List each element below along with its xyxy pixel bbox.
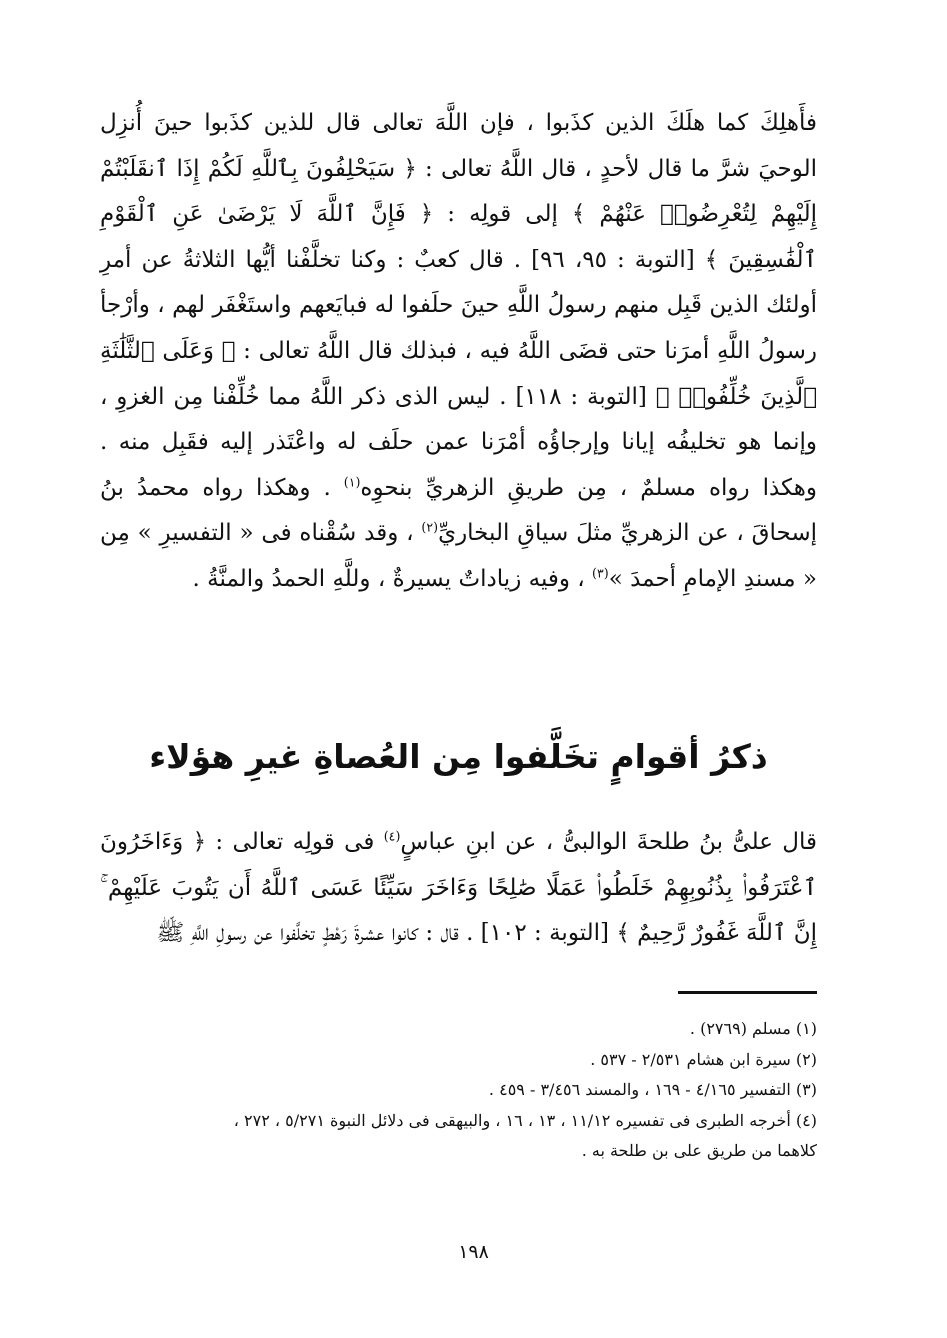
footnotes bbox=[100, 1014, 817, 1167]
main-paragraph-text-3: ، وقد سُقْناه فى « التفسيرِ » مِن « مسندِ الإمامِ أحمدَ » bbox=[100, 520, 817, 592]
main-paragraph-text-2: . وهكذا رواه محمدُ بنُ إسحاقَ ، عن الزهريِّ مثلَ سياقِ البخاريِّ bbox=[100, 474, 818, 547]
section-title: ذكرُ أقوامٍ تخَلَّفوا مِن العُصاةِ غيرِ هؤلاء bbox=[149, 737, 768, 777]
main-paragraph bbox=[100, 101, 817, 603]
footnote-reference-3: (٣) bbox=[592, 565, 609, 581]
second-paragraph-text-1: قال علىُّ بنُ طلحةَ الوالبىُّ ، عن ابنِ عباسٍ bbox=[400, 829, 818, 855]
second-paragraph bbox=[100, 820, 817, 957]
footnote-reference-1: (١) bbox=[343, 474, 361, 490]
footnote-reference-2: (٢) bbox=[421, 519, 439, 535]
footnote-4-continuation: كلاهما من طريق على بن طلحة به . bbox=[581, 1141, 817, 1160]
page-number: ١٩٨ bbox=[458, 1241, 489, 1263]
footnote-3: (٣) التفسير ٤/١٦٥ - ١٦٩ ، والمسند ٣/٤٥٦ - ٤٥٩ . bbox=[488, 1080, 817, 1099]
main-paragraph-text-4: ، وفيه زياداتٌ يسيرةٌ ، وللَّهِ الحمدُ والمنَّةُ . bbox=[192, 565, 593, 592]
second-paragraph-text-2: فى قولِه تعالى : ﴿ وَءَاخَرُونَ ٱعْتَرَفُوا۟ بِذُنُوبِهِمْ خَلَطُوا۟ عَمَلًا صَٰلِحًا وَءَاخَرَ سَيِّئًا عَسَى ٱللَّهُ أَن يَتُوبَ عَلَيْهِمْ ۚ إِنَّ ٱللَّهَ غَفُورٌ رَّحِيمٌ ﴾ [التوبة : ١٠٢] . قال : كانوا عشرةَ رَهْطٍ تخلَّفوا عن رسولِ اللَّهِ ﷺ bbox=[100, 829, 817, 947]
footnote-4: (٤) أخرجه الطبرى فى تفسيره ١١/١٢ ، ١٣ ، ١٦ ، والبيهقى فى دلائل النبوة ٥/٢٧١ ، ٢٧٢ ، bbox=[233, 1110, 817, 1130]
footnote-1: (١) مسلم (٢٧٦٩) . bbox=[689, 1019, 817, 1038]
footnote-2: (٢) سيرة ابن هشام ٢/٥٣١ - ٥٣٧ . bbox=[590, 1049, 817, 1069]
footnote-reference-4: (٤) bbox=[383, 828, 401, 844]
footnote-separator bbox=[678, 991, 817, 994]
main-paragraph-text-1: فأَهلِكَ كما هلَكَ الذين كذَبوا ، فإن اللَّهَ تعالى قال للذين كذَبوا حينَ أُنزِل الوحيَ شرَّ ما قال لأحدٍ ، قال اللَّهُ تعالى : ﴿ سَيَحْلِفُونَ بِٱللَّهِ لَكُمْ إِذَا ٱنقَلَبْتُمْ إِلَيْهِمْ لِتُعْرِضُوا۟ عَنْهُمْ ﴾ إلى قولِه : ﴿ فَإِنَّ ٱللَّهَ لَا يَرْضَىٰ عَنِ ٱلْقَوْمِ ٱلْفَٰسِقِينَ ﴾ [التوبة : ٩٥، ٩٦] . قال كعبٌ : وكنا تخلَّفْنا أيُّها الثلاثةُ عن أمرِ أولئك الذين قَبِل منهم رسولُ اللَّهِ حينَ حلَفوا له فبايَعهم واستَغْفَر لهم ، وأرْجأ رسولُ اللَّهِ أمرَنا حتى قضَى اللَّهُ فيه ، فبذلك قال اللَّهُ تعالى : ﴿ وَعَلَى ٱلثَّلَٰثَةِ ٱلَّذِينَ خُلِّفُوا۟ ﴾ [التوبة : ١١٨] . ليس الذى ذكر اللَّهُ مما خُلِّفْنا مِن الغزوِ ، وإنما هو تخليفُه إيانا وإرجاؤُه أمْرَنا عمن حلَف له واعْتَذر إليه فقَبِل منه . وهكذا رواه مسلمٌ ، مِن طريقِ الزهريِّ بنحوِه bbox=[100, 110, 818, 501]
